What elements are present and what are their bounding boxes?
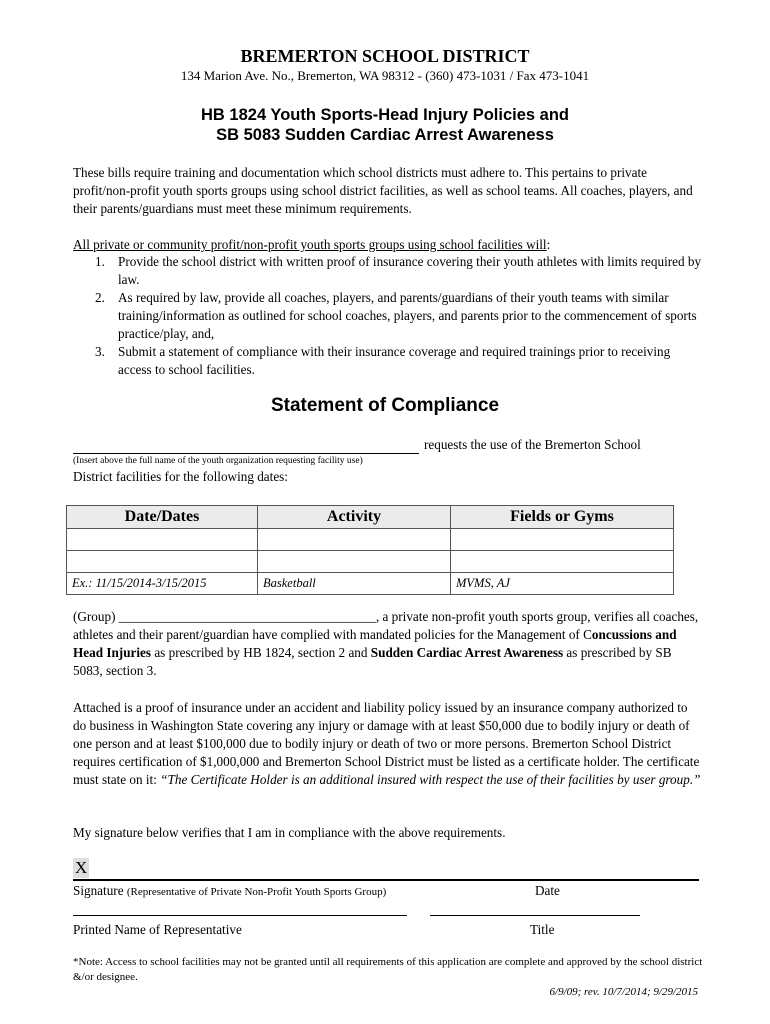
requirements-heading-colon: :	[546, 237, 551, 252]
requirements-list	[73, 253, 703, 379]
insurance-paragraph	[73, 699, 703, 789]
requirement-number: 1.	[95, 254, 105, 269]
compliance-bold-cardiac: Sudden Cardiac Arrest Awareness	[370, 645, 564, 660]
district-address: 134 Marion Ave. No., Bremerton, WA 98312 - (360) 473-1031 / Fax 473-1041	[180, 68, 590, 83]
facilities-table	[66, 505, 674, 595]
compliance-paragraph	[73, 608, 703, 680]
requirement-item-2	[73, 289, 703, 343]
signature-label-text: Signature	[73, 883, 124, 898]
signature-label	[73, 883, 386, 899]
title-label: Title	[530, 922, 555, 937]
intro-paragraph: These bills require training and documentation which school districts must adhere to. This pertains to private profit/non-profit youth sports groups using school district facilities, as well as school teams. All coaches, players, and their parents/guardians must meet these minimum requirements.	[73, 165, 693, 216]
signature-label-detail: (Representative of Private Non-Profit Youth Sports Group)	[126, 886, 387, 898]
example-fields: MVMS, AJ	[451, 573, 674, 595]
access-note: *Note: Access to school facilities may not be granted until all requirements of this application are complete and approved by the school district &/or designee.	[73, 956, 703, 983]
date-label: Date	[535, 883, 560, 898]
column-header-activity: Activity	[258, 506, 451, 529]
requirement-text: Submit a statement of compliance with their insurance coverage and required trainings prior to receiving access to school facilities.	[118, 344, 671, 377]
requirements-heading-text: All private or community profit/non-profit youth sports groups using school facilities will	[73, 237, 547, 252]
table-cell[interactable]	[67, 551, 258, 573]
example-dates: Ex.: 11/15/2014-3/15/2015	[67, 573, 258, 595]
table-row	[67, 551, 674, 573]
requirement-number: 2.	[95, 290, 105, 305]
column-header-fields: Fields or Gyms	[451, 506, 674, 529]
compliance-bold-concussions: oncussions and Head Injuries	[73, 627, 677, 660]
compliance-text-3: as prescribed by SB 5083, section 3.	[73, 645, 672, 678]
table-cell[interactable]	[67, 529, 258, 551]
column-header-dates: Date/Dates	[67, 506, 258, 529]
table-cell[interactable]	[258, 551, 451, 573]
district-facilities-text: District facilities for the following dates:	[73, 469, 288, 484]
insurance-text: Attached is a proof of insurance under an accident and liability policy issued by an insurance company authorized to do business in Washington State covering any injury or damage with at least $50,000 due to bodily injury or death of one person and at least $100,000 due to bodily injury or death of two or more persons. Bremerton School District requires certification of $1,000,000 and Bremerton School District must be listed as a certificate holder. The certificate must state on it:	[73, 700, 700, 787]
table-cell[interactable]	[451, 551, 674, 573]
signature-field[interactable]	[73, 879, 699, 881]
requirement-text: Provide the school district with written proof of insurance covering their youth athletes with limits required by law.	[118, 254, 702, 287]
requirements-heading	[73, 236, 703, 254]
requirement-item-1	[73, 253, 703, 289]
table-cell[interactable]	[258, 529, 451, 551]
revision-dates: 6/9/09; rev. 10/7/2014; 9/29/2015	[549, 986, 698, 998]
table-header-row	[67, 506, 674, 529]
document-title-line-1: HB 1824 Youth Sports-Head Injury Policies and	[201, 106, 569, 124]
verification-statement: My signature below verifies that I am in compliance with the above requirements.	[73, 825, 506, 840]
request-text: requests the use of the Bremerton School	[424, 437, 641, 452]
table-row	[67, 529, 674, 551]
requirement-item-3	[73, 343, 703, 379]
compliance-text-2: as prescribed by HB 1824, section 2 and	[151, 645, 371, 660]
printed-name-label: Printed Name of Representative	[73, 922, 242, 937]
district-name: BREMERTON SCHOOL DISTRICT	[240, 46, 530, 66]
requirement-text: As required by law, provide all coaches, players, and parents/guardians of their youth teams with similar training/information as outlined for school coaches, players, and parents prior to the commencement of sports practice/play, and,	[118, 290, 697, 341]
organization-name-hint: (Insert above the full name of the youth organization requesting facility use)	[73, 456, 363, 466]
statement-of-compliance-title: Statement of Compliance	[270, 395, 500, 416]
certificate-quote: “The Certificate Holder is an additional insured with respect the use of their facilities by user group.”	[160, 772, 701, 787]
title-field[interactable]	[430, 915, 640, 916]
example-activity: Basketball	[258, 573, 451, 595]
table-row-example	[67, 573, 674, 595]
table-cell[interactable]	[451, 529, 674, 551]
signature-x-mark: X	[75, 858, 88, 877]
group-prefix: (Group)	[73, 609, 119, 624]
document-title-line-2: SB 5083 Sudden Cardiac Arrest Awareness	[216, 126, 554, 144]
organization-name-field[interactable]	[73, 453, 419, 454]
requirement-number: 3.	[95, 344, 105, 359]
printed-name-field[interactable]	[73, 915, 407, 916]
group-name-blank[interactable]: _______________________________________	[118, 609, 376, 624]
compliance-text-1: , a private non-profit youth sports group, verifies all coaches, athletes and their parent/guardian have complied with mandated policies for the Management of C	[73, 609, 699, 642]
